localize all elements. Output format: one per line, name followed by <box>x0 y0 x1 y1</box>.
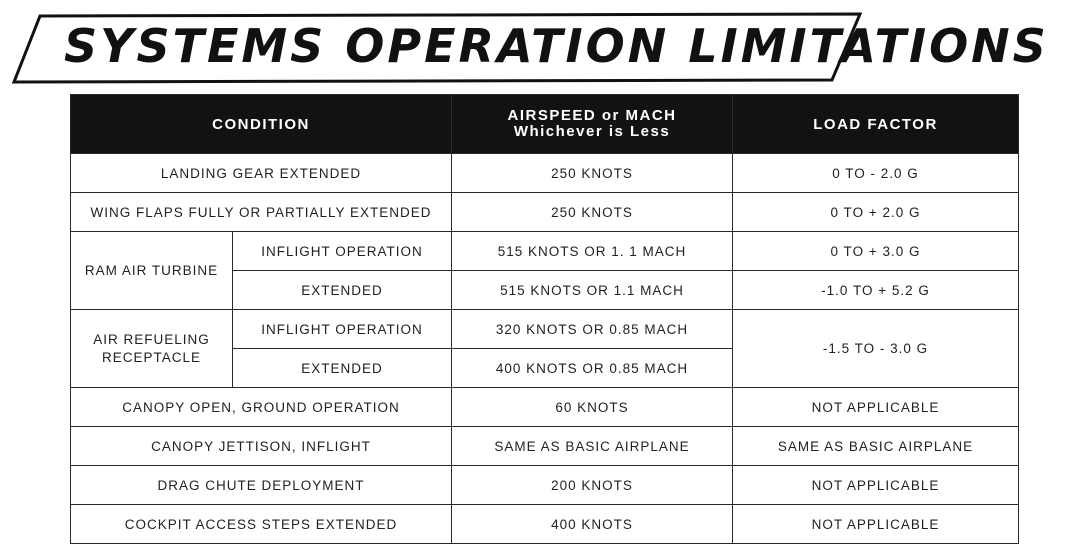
group-condition-line2: RECEPTACLE <box>101 349 202 365</box>
condition-cell: CANOPY OPEN, GROUND OPERATION <box>71 388 452 427</box>
load-factor-cell: 0 TO - 2.0 G <box>733 154 1019 193</box>
airspeed-cell: 250 KNOTS <box>452 193 733 232</box>
table-row <box>71 193 1019 232</box>
page-title: SYSTEMS OPERATION LIMITATIONS <box>64 19 1049 73</box>
table-row <box>71 310 1019 349</box>
airspeed-cell: 400 KNOTS OR 0.85 MACH <box>452 349 733 388</box>
sub-condition-cell: INFLIGHT OPERATION <box>233 232 452 271</box>
load-factor-cell: -1.5 TO - 3.0 G <box>733 310 1019 388</box>
airspeed-header-line1: AIRSPEED or MACH <box>507 107 677 124</box>
title-banner <box>0 0 1049 92</box>
table-row <box>71 466 1019 505</box>
load-factor-cell: NOT APPLICABLE <box>733 466 1019 505</box>
airspeed-cell: 60 KNOTS <box>452 388 733 427</box>
airspeed-cell: SAME AS BASIC AIRPLANE <box>452 427 733 466</box>
group-condition-cell <box>71 310 233 388</box>
load-factor-cell: -1.0 TO + 5.2 G <box>733 271 1019 310</box>
table-header-row <box>71 95 1019 154</box>
airspeed-cell: 320 KNOTS OR 0.85 MACH <box>452 310 733 349</box>
load-factor-cell: SAME AS BASIC AIRPLANE <box>733 427 1019 466</box>
airspeed-cell: 250 KNOTS <box>452 154 733 193</box>
table-row <box>71 388 1019 427</box>
airspeed-cell: 515 KNOTS OR 1.1 MACH <box>452 271 733 310</box>
condition-cell: LANDING GEAR EXTENDED <box>71 154 452 193</box>
airspeed-cell: 400 KNOTS <box>452 505 733 544</box>
airspeed-cell: 515 KNOTS OR 1. 1 MACH <box>452 232 733 271</box>
condition-cell: DRAG CHUTE DEPLOYMENT <box>71 466 452 505</box>
sub-condition-cell: EXTENDED <box>233 349 452 388</box>
limitations-table <box>70 94 1019 544</box>
sub-condition-cell: EXTENDED <box>233 271 452 310</box>
load-factor-cell: 0 TO + 3.0 G <box>733 232 1019 271</box>
load-factor-cell: NOT APPLICABLE <box>733 505 1019 544</box>
table-row <box>71 505 1019 544</box>
airspeed-cell: 200 KNOTS <box>452 466 733 505</box>
condition-header: CONDITION <box>71 95 452 154</box>
load-factor-cell: 0 TO + 2.0 G <box>733 193 1019 232</box>
airspeed-header <box>452 95 733 154</box>
table-row <box>71 232 1019 271</box>
load-factor-cell: NOT APPLICABLE <box>733 388 1019 427</box>
condition-cell: CANOPY JETTISON, INFLIGHT <box>71 427 452 466</box>
group-condition-cell: RAM AIR TURBINE <box>71 232 233 310</box>
sub-condition-cell: INFLIGHT OPERATION <box>233 310 452 349</box>
table-row <box>71 427 1019 466</box>
condition-cell: WING FLAPS FULLY OR PARTIALLY EXTENDED <box>71 193 452 232</box>
airspeed-header-line2: Whichever is Less <box>513 123 671 140</box>
load-factor-header: LOAD FACTOR <box>733 95 1019 154</box>
condition-cell: COCKPIT ACCESS STEPS EXTENDED <box>71 505 452 544</box>
table-row <box>71 154 1019 193</box>
group-condition-line1: AIR REFUELING <box>93 331 210 347</box>
